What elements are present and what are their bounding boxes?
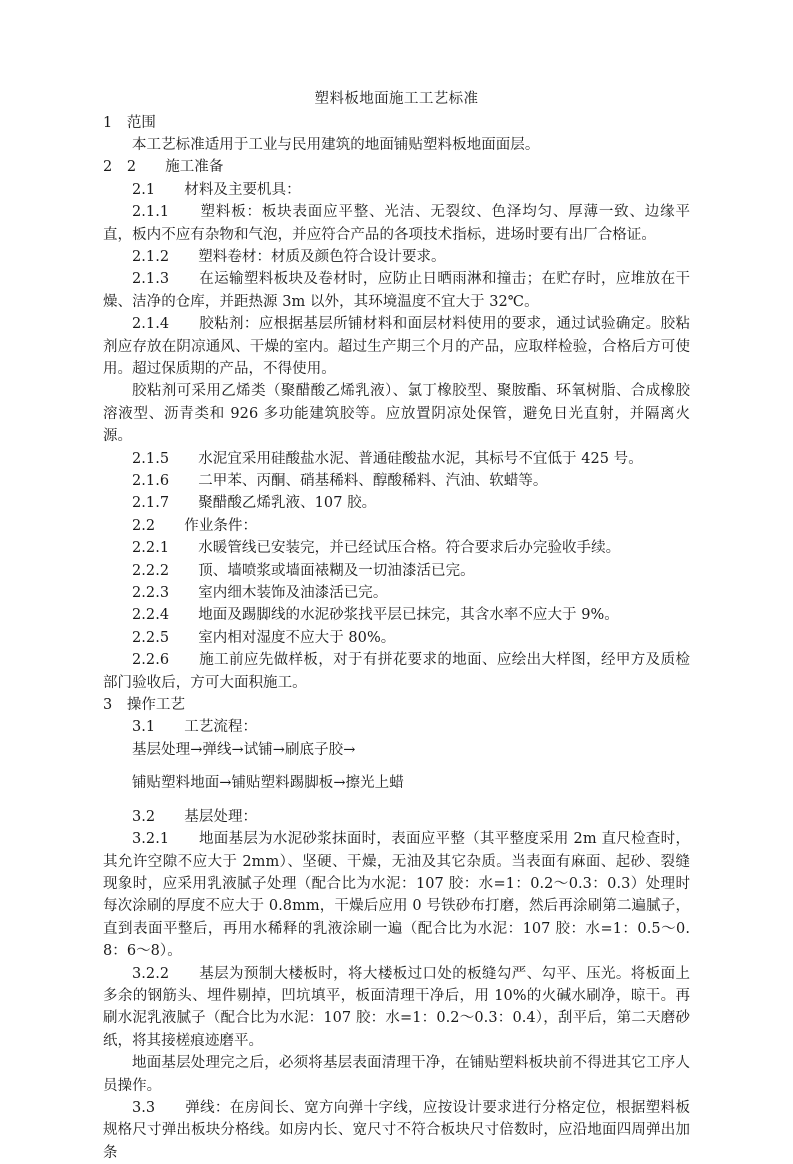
paragraph-3-3: 3.3 弹线：在房间长、宽方向弹十字线，应按设计要求进行分格定位，根据塑料板规格尺寸弹出板块分格线。如房内长、宽尺寸不符合板块尺寸倍数时，应沿地面四周弹出加条 [103, 1099, 690, 1161]
heading-section-2-2: 2.2 作业条件： [132, 517, 258, 534]
heading-section-2-1: 2.1 材料及主要机具： [132, 181, 301, 198]
paragraph-2-2-1: 2.2.1 水暖管线已安装完，并已经试压合格。符合要求后办完验收手续。 [132, 540, 621, 557]
paragraph-2-2-5: 2.2.5 室内相对湿度不应大于 80%。 [132, 629, 396, 646]
heading-section-3: 3 操作工艺 [103, 697, 186, 714]
paragraph-2-1-7: 2.1.7 聚醋酸乙烯乳液、107 胶。 [132, 495, 377, 512]
paragraph-2-1-5: 2.1.5 水泥宜采用硅酸盐水泥、普通硅酸盐水泥，其标号不宜低于 425 号。 [132, 450, 643, 467]
paragraph-2-1-4: 2.1.4 胶粘剂：应根据基层所铺材料和面层材料使用的要求，通过试验确定。胶粘剂应存放在阴凉通风、干燥的室内。超过生产期三个月的产品，应取样检验，合格后方可使用。超过保质期的产品，不得使用。 [103, 316, 690, 377]
page-title: 塑料板地面施工工艺标准 [314, 91, 479, 107]
paragraph-2-1-1: 2.1.1 塑料板：板块表面应平整、光洁、无裂纹、色泽均匀、厚薄一致、边缘平直，板内不应有杂物和气泡，并应符合产品的各项技术指标，进场时要有出厂合格证。 [103, 204, 690, 243]
flow-spacer-1 [103, 761, 690, 772]
paragraph-3-2-2: 3.2.2 基层为预制大楼板时，将大楼板过口处的板缝勾严、勾平、压光。将板面上多余的钢筋头、埋件剔掉，凹坑填平，板面清理干净后，用 10%的火碱水刷净，晾干。再刷水泥乳液腻子（配合比为水泥：107 胶：水=1：0.2～0.3：0.4），刮平后，第二天磨砂纸，将其接槎痕迹磨平。 [103, 965, 690, 1049]
paragraph-2-1-4-continued: 胶粘剂可采用乙烯类（聚醋酸乙烯乳液）、氯丁橡胶型、聚胺酯、环氧树脂、合成橡胶溶液型、沥青类和 926 多功能建筑胶等。应放置阴凉处保管，避免日光直射，并隔离火源。 [103, 383, 690, 445]
paragraph-2-2-4: 2.2.4 地面及踢脚线的水泥砂浆找平层已抹完，其含水率不应大于 9%。 [132, 607, 619, 624]
paragraph-2-2-6: 2.2.6 施工前应先做样板，对于有拼花要求的地面、应绘出大样图，经甲方及质检部门验收后，方可大面积施工。 [103, 652, 690, 691]
heading-section-2: 2 2 施工准备 [103, 159, 224, 176]
process-flow-line-2: 铺贴塑料地面→铺贴塑料踢脚板→擦光上蜡 [132, 775, 404, 792]
paragraph-2-1-3: 2.1.3 在运输塑料板块及卷材时，应防止日晒雨淋和撞击；在贮存时，应堆放在干燥、洁净的仓库，并距热源 3m 以外，其环境温度不宜大于 32℃。 [103, 271, 690, 310]
paragraph-2-1-6: 2.1.6 二甲苯、丙酮、硝基稀料、醇酸稀料、汽油、软蜡等。 [132, 473, 548, 489]
paragraph-3-2-3: 地面基层处理完之后，必须将基层表面清理干净，在铺贴塑料板块前不得进其它工序人员操作。 [103, 1055, 690, 1094]
paragraph-3-2-1: 3.2.1 地面基层为水泥砂浆抹面时，表面应平整（其平整度采用 2m 直尺检查时，其允许空隙不应大于 2mm）、坚硬、干燥，无油及其它杂质。当表面有麻面、起砂、裂缝现象时，应采用乳液腻子处理（配合比为水泥：107 胶：水=1：0.2～0.3：0.3）处理时每次涂刷的厚度不应大于 0.8mm，干燥后应用 0 号铁砂布打磨，然后再涂刷第二遍腻子，直到表面平整后，再用水稀释的乳液涂刷一遍（配合比为水泥：107 胶：水=1：0.5～0.8：6～8）。 [103, 831, 690, 960]
heading-section-3-1: 3.1 工艺流程： [132, 719, 258, 736]
process-flow-line-1: 基层处理→弹线→试铺→刷底子胶→ [132, 741, 356, 758]
paragraph-2-2-3: 2.2.3 室内细木装饰及油漆活已完。 [132, 585, 388, 602]
flow-spacer-2 [103, 795, 690, 806]
heading-section-1: 1 范围 [103, 114, 156, 131]
paragraph-section-1-body: 本工艺标准适用于工业与民用建筑的地面铺贴塑料板地面面层。 [132, 136, 540, 153]
paragraph-2-1-2: 2.1.2 塑料卷材：材质及颜色符合设计要求。 [132, 248, 446, 265]
heading-section-3-2: 3.2 基层处理： [132, 808, 258, 825]
paragraph-2-2-2: 2.2.2 顶、墙喷浆或墙面裱糊及一切油漆活已完。 [132, 562, 475, 579]
